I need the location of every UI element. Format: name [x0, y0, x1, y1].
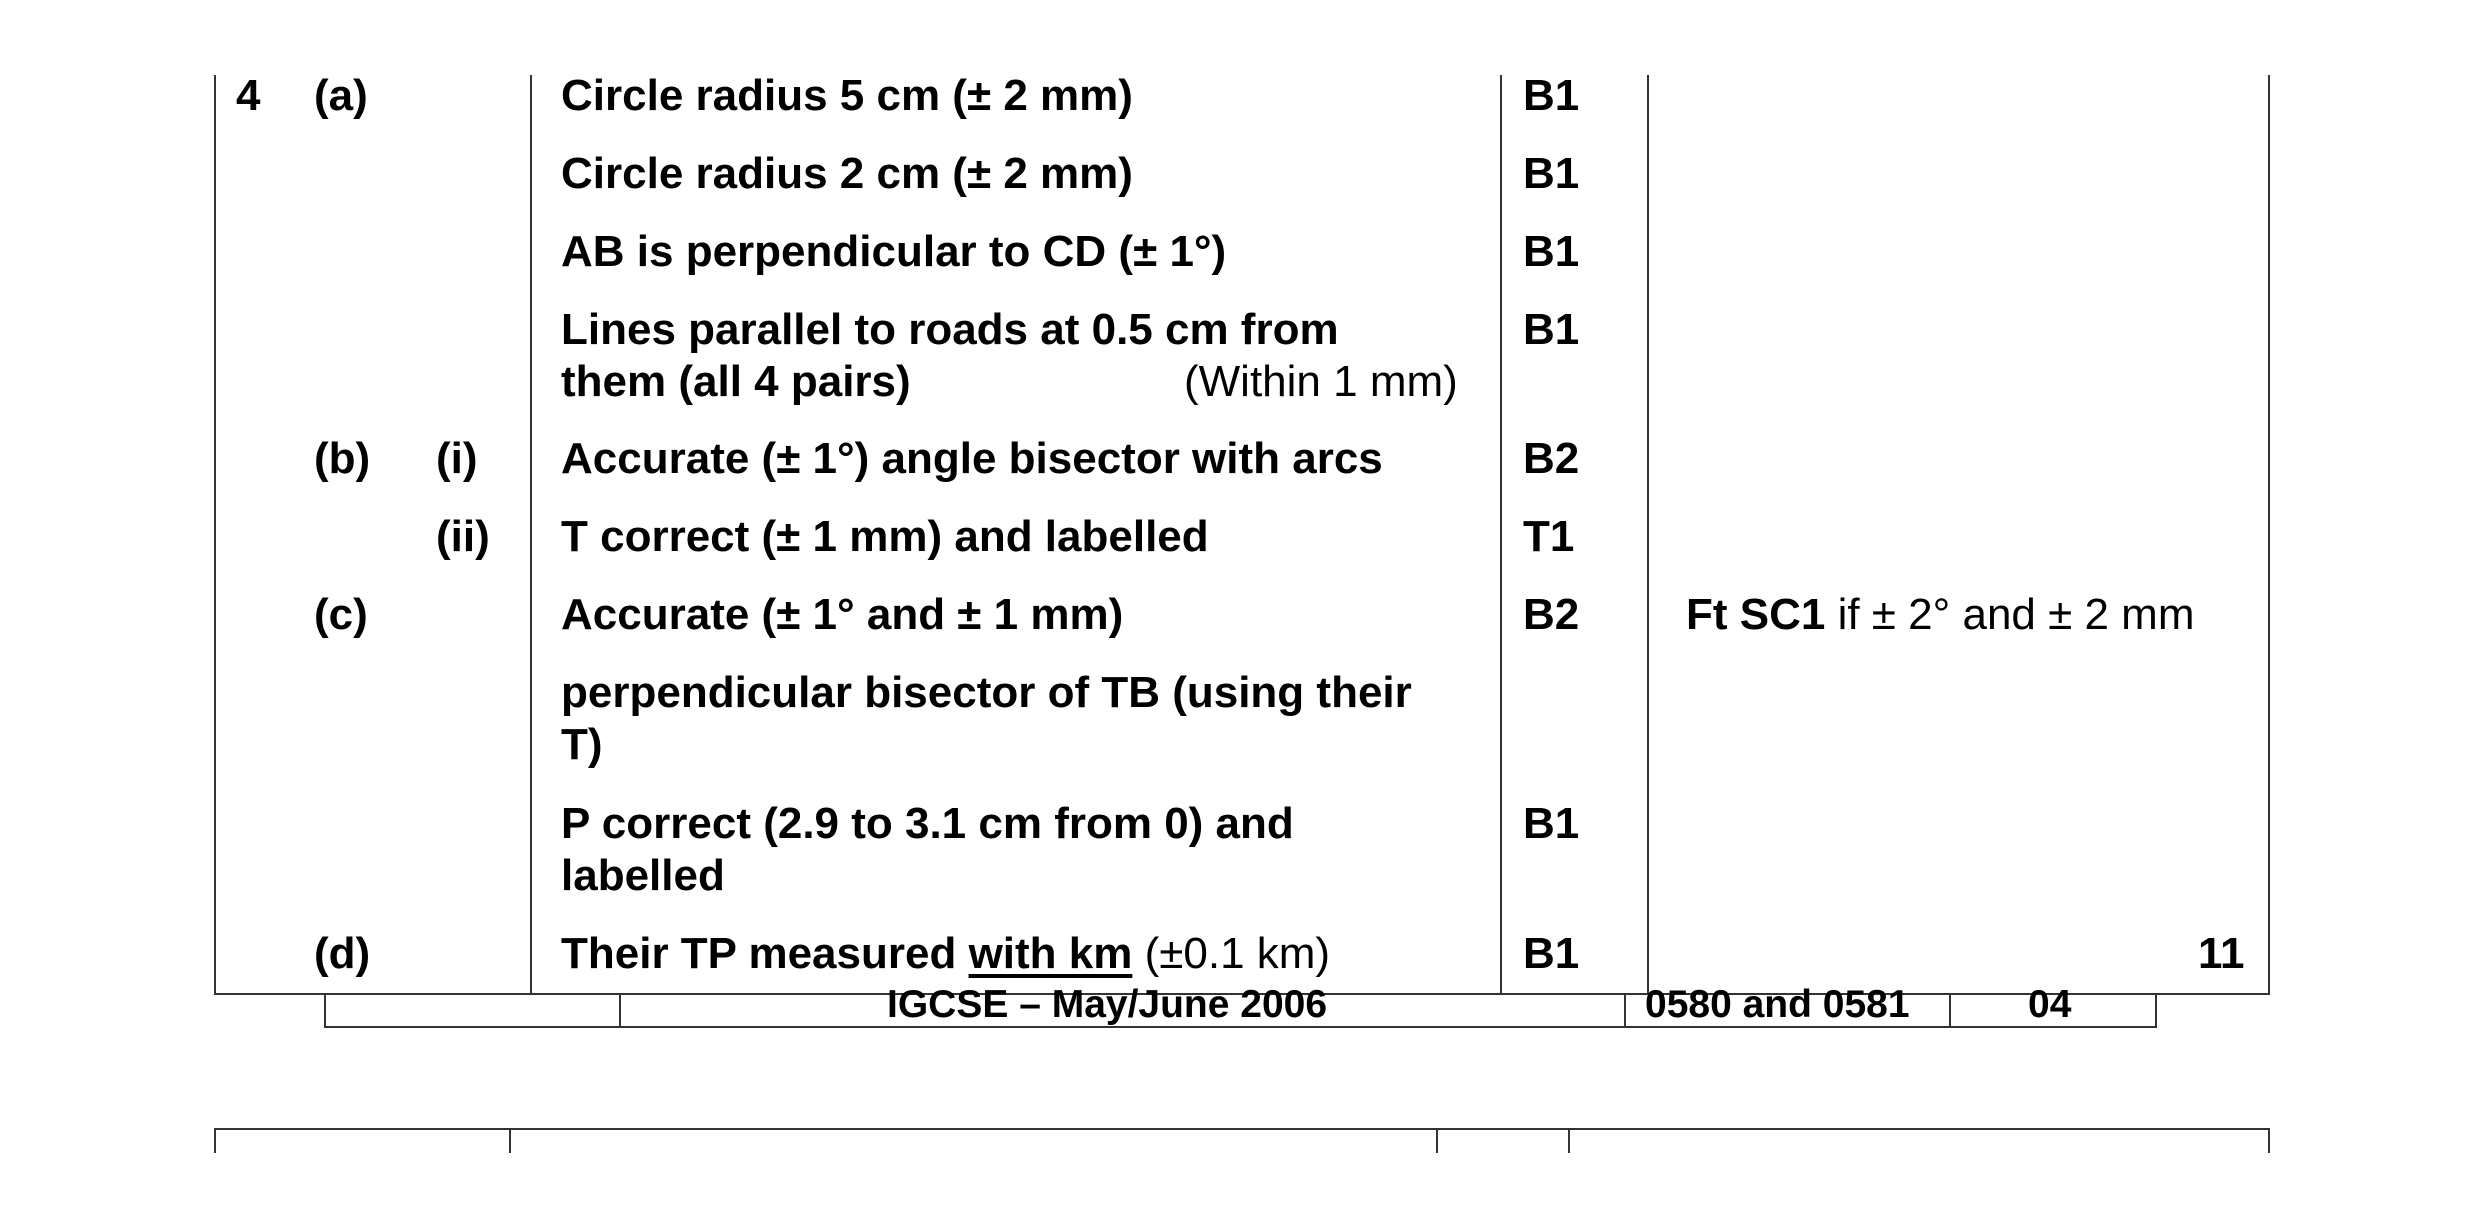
answer-row-6: T correct (± 1 mm) and labelled — [561, 512, 1209, 561]
answer-row-10-tolerance: (±0.1 km) — [1132, 929, 1331, 978]
answer-row-10 — [561, 928, 1330, 980]
mark-row-10: B1 — [1523, 929, 1580, 978]
comment-row-7 — [1686, 589, 2194, 641]
answer-row-7: Accurate (± 1° and ± 1 mm) — [561, 590, 1124, 639]
mark-row-2: B1 — [1523, 149, 1580, 198]
answer-row-10-underlined: with km — [968, 929, 1133, 978]
footer-paper: 04 — [2028, 983, 2072, 1026]
mark-row-9: B1 — [1523, 799, 1580, 848]
next-table-col-2 — [509, 1128, 511, 1153]
footer-box-divider-3 — [1949, 993, 1951, 1028]
comment-row-7-bold: Ft SC1 — [1686, 590, 1826, 639]
mark-row-5: B2 — [1523, 434, 1580, 483]
mark-row-6: T1 — [1523, 512, 1575, 561]
answer-row-5: Accurate (± 1°) angle bisector with arcs — [561, 434, 1383, 483]
subpart-label-ii: (ii) — [436, 512, 490, 561]
footer-box-left — [324, 993, 326, 1028]
answer-row-3: AB is perpendicular to CD (± 1°) — [561, 227, 1227, 276]
mark-row-4: B1 — [1523, 305, 1580, 354]
part-label-b: (b) — [314, 434, 371, 483]
answer-row-1: Circle radius 5 cm (± 2 mm) — [561, 71, 1133, 120]
answer-row-9-line1: P correct (2.9 to 3.1 cm from 0) and — [561, 799, 1294, 848]
next-table-col-1 — [214, 1128, 216, 1153]
answer-row-8-line2: T) — [561, 720, 603, 769]
table-border-right — [2268, 75, 2270, 995]
answer-row-4-line2: them (all 4 pairs) — [561, 357, 911, 406]
comment-row-7-text: if ± 2° and ± 2 mm — [1825, 590, 2195, 639]
footer-box-divider-2 — [1624, 993, 1626, 1028]
next-table-col-3 — [1436, 1128, 1438, 1153]
next-table-col-5 — [2268, 1128, 2270, 1153]
question-total: 11 — [2198, 929, 2245, 978]
table-border-left — [214, 75, 216, 995]
next-table-top-border — [214, 1128, 2270, 1130]
footer-exam: IGCSE – May/June 2006 — [887, 983, 1328, 1026]
answer-row-2: Circle radius 2 cm (± 2 mm) — [561, 149, 1133, 198]
footer-box-divider-1 — [619, 993, 621, 1028]
answer-row-10-main: Their TP measured — [561, 929, 969, 978]
answer-row-4-note: (Within 1 mm) — [1184, 357, 1458, 406]
subpart-label-i: (i) — [436, 434, 478, 483]
footer-box-bottom — [324, 1026, 2157, 1028]
table-divider-answer — [530, 75, 532, 995]
part-label-c: (c) — [314, 590, 368, 639]
mark-row-7: B2 — [1523, 590, 1580, 639]
part-label-a: (a) — [314, 71, 368, 120]
next-table-col-4 — [1568, 1128, 1570, 1153]
footer-box-right — [2155, 993, 2157, 1028]
answer-row-8-line1: perpendicular bisector of TB (using their — [561, 668, 1412, 717]
mark-row-1: B1 — [1523, 71, 1580, 120]
part-label-d: (d) — [314, 929, 371, 978]
answer-row-4-line1: Lines parallel to roads at 0.5 cm from — [561, 305, 1339, 354]
mark-row-3: B1 — [1523, 227, 1580, 276]
table-divider-marks — [1500, 75, 1502, 995]
question-number: 4 — [236, 71, 261, 120]
answer-row-9-line2: labelled — [561, 851, 725, 900]
footer-syllabus: 0580 and 0581 — [1645, 983, 1910, 1026]
table-divider-comments — [1647, 75, 1649, 995]
